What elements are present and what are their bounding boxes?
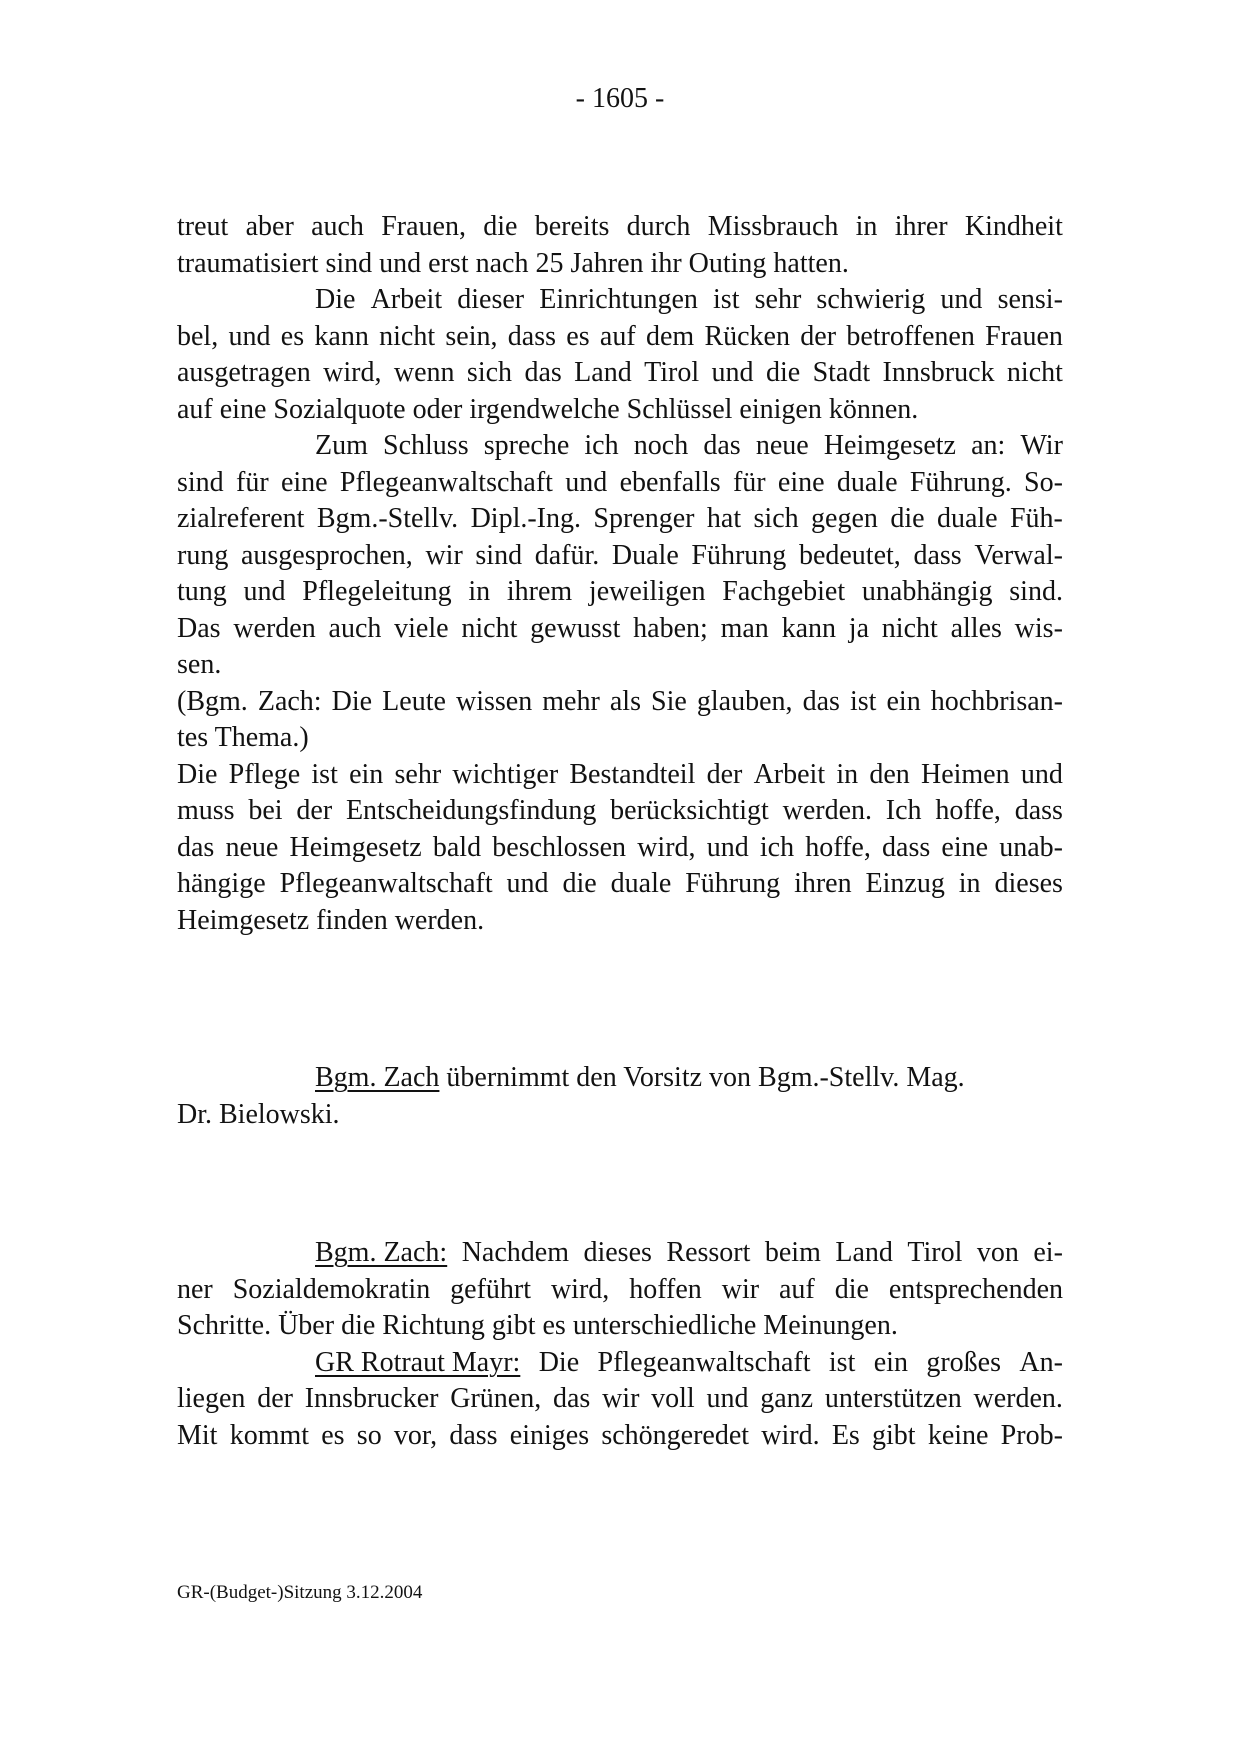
- word: wird,: [550, 1273, 610, 1305]
- word: es: [321, 1419, 345, 1451]
- word: Tirol: [907, 1237, 963, 1268]
- word: Heimgesetz: [823, 430, 956, 461]
- word: ausgetragen: [177, 357, 311, 388]
- word: ihren: [794, 868, 852, 899]
- word: viele: [394, 612, 449, 644]
- word: unab-: [999, 831, 1063, 863]
- word: bereits: [534, 211, 610, 242]
- word: sind: [177, 466, 224, 498]
- word: geführt: [450, 1273, 532, 1305]
- text-segment: Heimgesetz finden werden.: [177, 904, 485, 936]
- paragraph-gap: [177, 939, 1063, 1060]
- word: ihrer: [894, 211, 948, 242]
- word: Sie: [651, 685, 687, 717]
- word: ist: [849, 685, 877, 717]
- word: Leute: [382, 685, 446, 717]
- word: Verwal-: [974, 539, 1063, 571]
- text-segment: Schritte. Über die Richtung gibt es unterschiedliche Meinungen.: [177, 1310, 898, 1341]
- word: dass: [913, 539, 962, 571]
- word: Pflege: [228, 758, 301, 790]
- text-segment: auf eine Sozialquote oder irgendwelche Schlüssel einigen können.: [177, 393, 919, 425]
- word: Duale: [611, 539, 679, 571]
- word: bedeutet,: [798, 539, 901, 571]
- word: gegen: [811, 503, 878, 534]
- text-line: [177, 1060, 1063, 1097]
- word: Land: [574, 357, 632, 388]
- word: Grünen,: [450, 1383, 542, 1414]
- word: wird,: [323, 357, 382, 388]
- word: dafür.: [534, 539, 600, 571]
- word: duale: [610, 868, 672, 899]
- word: wichtiger: [452, 758, 559, 790]
- word: Innsbrucker: [304, 1383, 439, 1414]
- word: Land: [835, 1237, 893, 1268]
- word: und: [565, 466, 608, 498]
- word: und: [506, 868, 549, 899]
- word: wird.: [761, 1419, 820, 1451]
- word: auch: [311, 211, 364, 242]
- word: haben;: [633, 612, 708, 644]
- word: ganz: [760, 1383, 814, 1414]
- text-line: [177, 903, 1063, 940]
- word: ich: [584, 430, 619, 461]
- word: ist: [828, 1346, 856, 1378]
- word: Die: [331, 685, 373, 717]
- word: eine: [777, 466, 825, 498]
- word: auf: [599, 320, 636, 352]
- word: eine: [280, 466, 328, 498]
- word: dass: [882, 831, 931, 863]
- text-line: [177, 720, 1063, 757]
- word: Heimgesetz: [289, 831, 422, 863]
- word: keine: [927, 1419, 989, 1451]
- word: bald: [432, 831, 482, 863]
- word: die: [765, 357, 801, 388]
- word: werden.: [782, 795, 872, 826]
- text-line: [177, 684, 1063, 721]
- word: großes: [926, 1346, 1001, 1378]
- word: neue: [755, 430, 809, 461]
- text-line: [177, 1345, 1063, 1382]
- word: sich: [466, 357, 513, 388]
- text-line: [177, 1308, 1063, 1345]
- word: berücksichtigt: [610, 795, 769, 826]
- word: das: [703, 430, 741, 461]
- word: den: [869, 758, 910, 790]
- word: mehr: [542, 685, 600, 717]
- word: Zum: [315, 430, 368, 461]
- word: die: [562, 868, 597, 899]
- word: und: [940, 284, 983, 315]
- word: sensi-: [997, 284, 1063, 315]
- word: an:: [971, 430, 1006, 461]
- word: betroffenen: [846, 320, 975, 352]
- word: An-: [1019, 1346, 1063, 1378]
- word: Frauen: [985, 320, 1063, 352]
- word: die: [834, 1273, 869, 1305]
- text-line: [177, 1418, 1063, 1455]
- text-line: [177, 647, 1063, 684]
- word: Arbeit: [753, 758, 826, 790]
- text-line: [177, 465, 1063, 502]
- text-line: [177, 793, 1063, 830]
- text-line: [177, 830, 1063, 867]
- word: bel,: [177, 320, 219, 352]
- word: alles: [950, 612, 1002, 644]
- word: Bestandteil: [569, 758, 696, 790]
- word: so: [356, 1419, 382, 1451]
- word: Sozialdemokratin: [232, 1273, 431, 1305]
- text-segment: sen.: [177, 649, 222, 680]
- word: duale: [936, 503, 998, 534]
- word: Führung: [685, 868, 781, 899]
- word: durch: [626, 211, 691, 242]
- text-line: [177, 1381, 1063, 1418]
- word: und: [706, 1383, 749, 1414]
- speaker-name: Bgm. Zach:: [315, 1237, 448, 1268]
- word: neue: [225, 831, 279, 863]
- word: Kindheit: [964, 211, 1063, 242]
- word: Schluss: [383, 430, 469, 461]
- word: die: [483, 211, 518, 242]
- word: der: [706, 758, 743, 790]
- word: Pflegeanwaltschaft: [339, 466, 553, 498]
- word: Einzug: [865, 868, 945, 899]
- word: dieses: [583, 1237, 652, 1268]
- word: Die: [315, 284, 356, 315]
- text-line: [177, 574, 1063, 611]
- word: Nachdem: [461, 1237, 569, 1268]
- word: der: [800, 320, 837, 352]
- word: Arbeit: [370, 284, 443, 315]
- text-line: [177, 611, 1063, 648]
- text-line: [177, 866, 1063, 903]
- text-line: [177, 319, 1063, 356]
- word: wissen: [455, 685, 533, 717]
- word: ich: [759, 831, 795, 863]
- word: sehr: [754, 284, 802, 315]
- word: dass: [507, 320, 557, 352]
- word: in: [855, 211, 878, 242]
- word: voll: [651, 1383, 695, 1414]
- word: für: [236, 466, 269, 498]
- text-line: [177, 501, 1063, 538]
- word: hat: [706, 503, 742, 534]
- word: kommt: [229, 1419, 310, 1451]
- word: Prob-: [1000, 1419, 1063, 1451]
- word: hoffen: [629, 1273, 702, 1305]
- word: Mit: [177, 1419, 218, 1451]
- word: schöngeredet: [601, 1419, 750, 1451]
- word: kann: [314, 320, 369, 352]
- word: nicht: [1006, 357, 1063, 388]
- word: Dipl.-Ing.: [470, 503, 582, 534]
- word: sich: [753, 503, 799, 534]
- footer-text: GR-(Budget-)Sitzung 3.12.2004: [177, 1582, 423, 1603]
- word: Pflegeanwaltschaft: [597, 1346, 811, 1378]
- text-line: [177, 246, 1063, 283]
- word: ner: [177, 1273, 213, 1305]
- paragraph-gap: [177, 1133, 1063, 1235]
- word: eine: [941, 831, 989, 863]
- word: hochbrisan-: [930, 685, 1063, 717]
- word: glauben,: [696, 685, 793, 717]
- word: gibt: [872, 1419, 916, 1451]
- word: sind: [475, 539, 523, 571]
- word: hoffe,: [805, 831, 871, 863]
- word: Sprenger: [593, 503, 695, 534]
- word: wir: [425, 539, 463, 571]
- word: Wir: [1020, 430, 1063, 461]
- word: und: [711, 357, 754, 388]
- word: Ressort: [666, 1237, 751, 1268]
- word: auf: [779, 1273, 815, 1305]
- word: einiges: [509, 1419, 590, 1451]
- word: treut: [177, 211, 229, 242]
- word: noch: [633, 430, 689, 461]
- word: ei-: [1033, 1237, 1063, 1268]
- word: das: [552, 1383, 591, 1414]
- text-line: [177, 392, 1063, 429]
- word: dass: [449, 1419, 498, 1451]
- word: duale: [836, 466, 898, 498]
- word: bei: [248, 795, 283, 826]
- word: ein: [873, 1346, 908, 1378]
- word: wir: [602, 1383, 640, 1414]
- word: schwierig: [816, 284, 926, 315]
- word: Führung.: [909, 466, 1012, 498]
- word: Zach:: [257, 685, 322, 717]
- word: ihrem: [506, 576, 573, 607]
- word: nicht: [461, 612, 518, 644]
- word: Tirol: [644, 357, 700, 388]
- word: unterstützen: [824, 1383, 962, 1414]
- word: kann: [781, 612, 837, 644]
- word: von: [976, 1237, 1019, 1268]
- word: gewusst: [530, 612, 621, 644]
- word: nicht: [881, 612, 938, 644]
- word: und: [706, 831, 749, 863]
- text-segment: Dr. Bielowski.: [177, 1098, 340, 1130]
- word: Frauen,: [381, 211, 466, 242]
- word: in: [468, 576, 491, 607]
- word: für: [732, 466, 766, 498]
- word: ja: [848, 612, 870, 644]
- word: liegen: [177, 1383, 246, 1414]
- word: und: [243, 576, 286, 607]
- text-line: [177, 538, 1063, 575]
- word: So-: [1024, 466, 1063, 498]
- word: es: [280, 320, 305, 352]
- word: die: [890, 503, 925, 534]
- word: Bgm.-Stellv.: [316, 503, 459, 534]
- word: auch: [328, 612, 382, 644]
- word: Einrichtungen: [539, 284, 698, 315]
- word: sein,: [445, 320, 498, 352]
- word: in: [958, 868, 981, 899]
- word: dass: [1014, 795, 1063, 826]
- word: hoffe,: [935, 795, 1001, 826]
- text-line: [177, 209, 1063, 246]
- word: beschlossen: [492, 831, 627, 863]
- word: Es: [831, 1419, 860, 1451]
- word: ist: [713, 284, 740, 315]
- word: Pflegeanwaltschaft: [279, 868, 493, 899]
- speaker-name: GR Rotraut Mayr:: [315, 1346, 521, 1378]
- word: das: [524, 357, 562, 388]
- word: dem: [645, 320, 695, 352]
- word: als: [609, 685, 641, 717]
- word: man: [720, 612, 769, 644]
- word: und: [228, 320, 271, 352]
- text-line: [177, 1097, 1063, 1134]
- word: in: [836, 758, 859, 790]
- word: das: [802, 685, 840, 717]
- text-line: [177, 1272, 1063, 1309]
- word: jeweiligen: [588, 576, 706, 607]
- word: wir: [721, 1273, 760, 1305]
- word: sind.: [1009, 576, 1063, 607]
- text-line: [177, 355, 1063, 392]
- word: spreche: [483, 430, 570, 461]
- word: Heimen: [920, 758, 1010, 790]
- word: aber: [245, 211, 294, 242]
- page-number: - 1605 -: [575, 83, 665, 114]
- word: ausgesprochen,: [240, 539, 413, 571]
- word: vor,: [393, 1419, 438, 1451]
- word: Die: [538, 1346, 580, 1378]
- word: tung: [177, 576, 227, 607]
- word: dieser: [457, 284, 525, 315]
- speaker-name: Bgm. Zach: [315, 1062, 440, 1093]
- word: der: [296, 795, 333, 826]
- word: wenn: [393, 357, 455, 388]
- word: zialreferent: [177, 503, 305, 534]
- word: rung: [177, 539, 229, 571]
- word: der: [257, 1383, 293, 1414]
- text-line: [177, 282, 1063, 319]
- text-segment: traumatisiert sind und erst nach 25 Jahren ihr Outing hatten.: [177, 247, 849, 279]
- text-segment: übernimmt den Vorsitz von Bgm.-Stellv. Mag.: [439, 1062, 965, 1093]
- word: Ich: [885, 795, 922, 826]
- word: Entscheidungsfindung: [345, 795, 597, 826]
- word: ebenfalls: [619, 466, 721, 498]
- word: Rücken: [704, 320, 790, 352]
- word: nicht: [379, 320, 436, 352]
- word: ein: [349, 758, 384, 790]
- text-line: [177, 1235, 1063, 1272]
- word: ein: [886, 685, 921, 717]
- word: Führung: [691, 539, 787, 571]
- word: Innsbruck: [882, 357, 995, 388]
- word: Stadt: [812, 357, 871, 388]
- word: und: [1020, 758, 1063, 790]
- word: dieses: [994, 868, 1063, 899]
- text-line: [177, 428, 1063, 465]
- word: hängige: [177, 868, 266, 899]
- word: ist: [311, 758, 338, 790]
- text-line: [177, 757, 1063, 794]
- word: sehr: [394, 758, 442, 790]
- word: das: [177, 831, 215, 863]
- word: wis-: [1014, 612, 1063, 644]
- word: Pflegeleitung: [302, 576, 452, 607]
- word: unabhängig: [861, 576, 993, 607]
- word: wird,: [637, 831, 696, 863]
- word: Füh-: [1009, 503, 1063, 534]
- word: Das: [177, 612, 221, 644]
- word: Die: [177, 758, 218, 790]
- word: Fachgebiet: [722, 576, 846, 607]
- word: muss: [177, 795, 235, 826]
- word: es: [566, 320, 590, 352]
- word: Missbrauch: [707, 211, 839, 242]
- word: beim: [764, 1237, 821, 1268]
- word: (Bgm.: [177, 685, 248, 717]
- word: entsprechenden: [888, 1273, 1063, 1305]
- document-body: [177, 209, 1063, 1454]
- text-segment: tes Thema.): [177, 722, 309, 753]
- word: werden.: [973, 1383, 1063, 1414]
- word: werden: [233, 612, 316, 644]
